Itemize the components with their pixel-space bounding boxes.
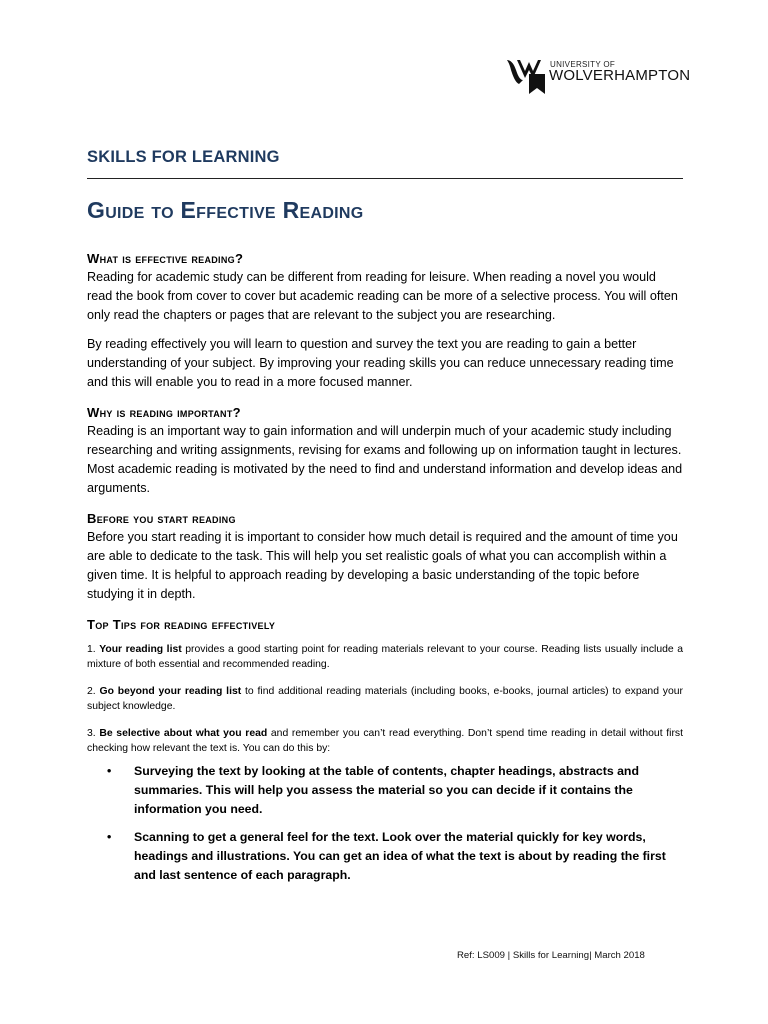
tip-text: and remember you can’t read everything. Don’t spend time reading in detail without first checking how relevant the text is. You can do this by:: [87, 728, 684, 754]
tip-bold-lead: Your reading list: [99, 644, 182, 655]
university-logo: [505, 56, 691, 96]
section-heading-what: What is effective reading?: [87, 251, 244, 266]
paragraph: Reading is an important way to gain information and will underpin much of your academic study including researching and writing assignments, revising for exams and following up on information taught in lectures. Most academic reading is motivated by the need to find and understand information and develop ideas and arguments.: [87, 424, 683, 495]
paragraph: Reading for academic study can be different from reading for leisure. When reading a novel you would read the book from cover to cover but academic reading can be more of a selective process. You will often only read the chapters or pages that are relevant to the subject you are researching.: [87, 270, 678, 322]
document-body: [87, 250, 683, 885]
logo-text-small: UNIVERSITY OF: [550, 60, 616, 69]
paragraph: By reading effectively you will learn to question and survey the text you are reading to gain a better understanding of your subject. By improving your reading skills you can reduce unnecessary reading time and this will enable you to read in a more focused manner.: [87, 337, 674, 389]
bullet-dot-icon: •: [107, 830, 112, 844]
bullet-dot-icon: •: [107, 764, 112, 778]
tip-text: provides a good starting point for reading materials relevant to your course. Reading lists usually include a mixture of both essential and recommended reading.: [87, 644, 683, 670]
page-footer: Ref: LS009 | Skills for Learning| March 2018: [457, 950, 645, 961]
tip-number: 1.: [87, 644, 96, 655]
tip-text: to find additional reading materials (including books, e-books, journal articles) to expand your subject knowledge.: [87, 686, 684, 712]
section-heading-why: Why is reading important?: [87, 405, 241, 420]
university-crest-icon: [505, 56, 549, 96]
page-title: Guide to Effective Reading: [87, 197, 364, 223]
series-kicker: SKILLS FOR LEARNING: [87, 148, 280, 166]
tip-number: 3.: [87, 728, 96, 739]
list-item: [87, 828, 683, 885]
header-rule: [87, 178, 683, 179]
logo-text-large: WOLVERHAMPTON: [549, 67, 691, 84]
tip-item: [87, 684, 683, 714]
tip-bold-lead: Go beyond your reading list: [99, 686, 242, 697]
tip-number: 2.: [87, 686, 96, 697]
tip-item: [87, 726, 683, 756]
list-item: [87, 762, 683, 819]
bullet-text: Scanning to get a general feel for the text. Look over the material quickly for key words, headings and illustrations. You can get an idea of what the text is about by reading the first and last sentence of each paragraph.: [134, 830, 666, 882]
tip-bullet-list: [87, 762, 683, 885]
section-heading-tips: Top Tips for reading effectively: [87, 617, 276, 632]
bullet-text: Surveying the text by looking at the table of contents, chapter headings, abstracts and summaries. This will help you assess the material so you can decide if it contains the information you need.: [134, 764, 639, 816]
tip-item: [87, 642, 683, 672]
tip-bold-lead: Be selective about what you read: [99, 728, 268, 739]
section-heading-before: Before you start reading: [87, 511, 236, 526]
paragraph: Before you start reading it is important to consider how much detail is required and the amount of time you are able to dedicate to the task. This will help you set realistic goals of what you can accomplish within a given time. It is helpful to approach reading by developing a basic understanding of the topic before studying it in depth.: [87, 530, 678, 601]
